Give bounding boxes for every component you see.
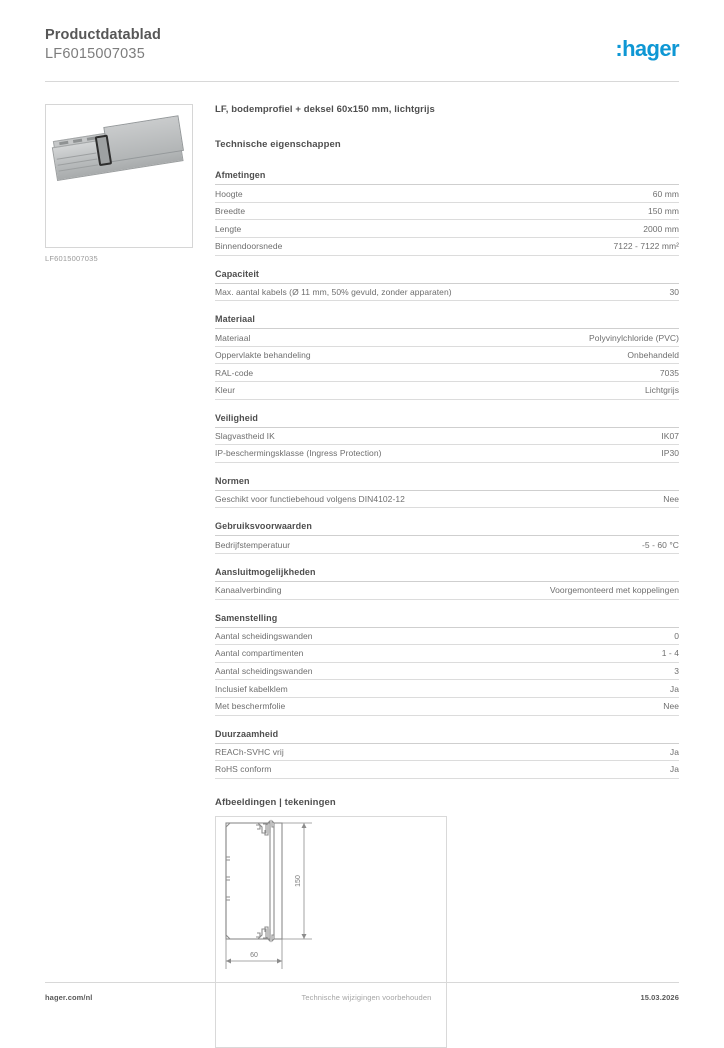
spec-value: 1 - 4 — [661, 648, 679, 659]
header-title-block — [45, 26, 161, 63]
spec-label: Bedrijfstemperatuur — [215, 539, 291, 550]
spec-value: 150 mm — [647, 206, 679, 217]
spec-group — [215, 413, 679, 463]
page-content — [45, 82, 679, 1047]
footer-row — [45, 993, 679, 1002]
spec-group-title: Afmetingen — [215, 170, 679, 185]
product-image-column — [45, 104, 197, 1047]
spec-group — [215, 729, 679, 779]
product-image-frame — [45, 104, 193, 248]
spec-value: -5 - 60 °C — [642, 539, 679, 550]
spec-row — [215, 185, 679, 203]
spec-value: Polyvinylchloride (PVC) — [589, 332, 679, 343]
page-title: Productdatablad — [45, 27, 161, 43]
spec-label: Met beschermfolie — [215, 701, 286, 712]
spec-row — [215, 364, 679, 382]
spec-group-title: Gebruiksvoorwaarden — [215, 521, 679, 536]
spec-value: Lichtgrijs — [644, 385, 679, 396]
spec-value: Nee — [663, 494, 679, 505]
spec-row — [215, 761, 679, 779]
spec-value: IK07 — [661, 430, 679, 441]
spec-value: 2000 mm — [643, 223, 679, 234]
spec-label: Aantal scheidingswanden — [215, 630, 313, 641]
spec-row — [215, 663, 679, 681]
specifications-column — [197, 104, 679, 1047]
spec-group-title: Veiligheid — [215, 413, 679, 428]
spec-group — [215, 613, 679, 716]
spec-row — [215, 347, 679, 365]
spec-label: Kleur — [215, 385, 236, 396]
spec-group — [215, 170, 679, 255]
spec-label: Materiaal — [215, 332, 251, 343]
spec-group — [215, 567, 679, 600]
spec-value: 30 — [669, 286, 679, 297]
page-footer — [45, 982, 679, 1002]
spec-value: Onbehandeld — [627, 350, 679, 361]
spec-label: Max. aantal kabels (Ø 11 mm, 50% gevuld, zonder apparaten) — [215, 286, 452, 297]
spec-row — [215, 445, 679, 463]
spec-group — [215, 269, 679, 302]
spec-label: Slagvastheid IK — [215, 430, 275, 441]
footer-date: 15.03.2026 — [640, 993, 679, 1002]
spec-group-title: Aansluitmogelijkheden — [215, 567, 679, 582]
spec-label: Oppervlakte behandeling — [215, 350, 311, 361]
spec-row — [215, 744, 679, 762]
product-photo — [50, 113, 189, 199]
spec-value: 7122 - 7122 mm² — [613, 241, 679, 252]
spec-group-title: Duurzaamheid — [215, 729, 679, 744]
spec-row — [215, 220, 679, 238]
hager-logo: :hager — [615, 36, 679, 61]
technical-properties-heading: Technische eigenschappen — [215, 139, 341, 151]
specifications-list — [215, 170, 679, 778]
spec-row — [215, 203, 679, 221]
spec-value: 3 — [674, 666, 679, 677]
spec-label: IP-beschermingsklasse (Ingress Protection) — [215, 448, 382, 459]
spec-value: Ja — [669, 764, 679, 775]
product-name: LF, bodemprofiel + deksel 60x150 mm, lichtgrijs — [215, 104, 435, 116]
page-header — [45, 0, 679, 73]
footer-website[interactable]: hager.com/nl — [45, 993, 93, 1002]
dimension-label-height: 150 — [295, 874, 302, 887]
spec-row — [215, 680, 679, 698]
spec-group — [215, 476, 679, 509]
spec-row — [215, 491, 679, 509]
spec-row — [215, 284, 679, 302]
spec-value: Ja — [669, 683, 679, 694]
spec-label: REACh-SVHC vrij — [215, 746, 284, 757]
spec-row — [215, 329, 679, 347]
spec-label: Lengte — [215, 223, 242, 234]
spec-row — [215, 536, 679, 554]
spec-label: Hoogte — [215, 188, 243, 199]
spec-label: Breedte — [215, 206, 246, 217]
spec-label: Geschikt voor functiebehoud volgens DIN4102-12 — [215, 494, 405, 505]
spec-label: RoHS conform — [215, 764, 272, 775]
spec-label: Kanaalverbinding — [215, 585, 282, 596]
spec-row — [215, 382, 679, 400]
footer-disclaimer: Technische wijzigingen voorbehouden — [301, 993, 432, 1002]
spec-group — [215, 314, 679, 399]
spec-row — [215, 238, 679, 256]
spec-row — [215, 428, 679, 446]
spec-row — [215, 582, 679, 600]
spec-group-title: Capaciteit — [215, 269, 679, 284]
dimension-label-width: 60 — [250, 951, 258, 959]
footer-divider — [45, 982, 679, 983]
product-image-caption: LF6015007035 — [45, 254, 98, 264]
spec-group-title: Normen — [215, 476, 679, 491]
spec-value: 7035 — [659, 367, 679, 378]
spec-label: RAL-code — [215, 367, 254, 378]
spec-row — [215, 628, 679, 646]
profile-cross-section-drawing — [216, 817, 446, 1047]
spec-group-title: Samenstelling — [215, 613, 679, 628]
spec-value: 60 mm — [652, 188, 679, 199]
product-reference: LF6015007035 — [45, 46, 145, 63]
spec-row — [215, 698, 679, 716]
spec-row — [215, 645, 679, 663]
technical-drawing-frame — [215, 816, 447, 1048]
spec-label: Aantal scheidingswanden — [215, 666, 313, 677]
spec-group-title: Materiaal — [215, 314, 679, 329]
spec-value: 0 — [674, 630, 679, 641]
spec-value: Ja — [669, 746, 679, 757]
spec-label: Binnendoorsnede — [215, 241, 283, 252]
spec-value: IP30 — [661, 448, 679, 459]
drawings-heading: Afbeeldingen | tekeningen — [215, 796, 336, 808]
spec-value: Voorgemonteerd met koppelingen — [549, 585, 679, 596]
spec-label: Inclusief kabelklem — [215, 683, 288, 694]
spec-group — [215, 521, 679, 554]
spec-value: Nee — [663, 701, 679, 712]
spec-label: Aantal compartimenten — [215, 648, 304, 659]
